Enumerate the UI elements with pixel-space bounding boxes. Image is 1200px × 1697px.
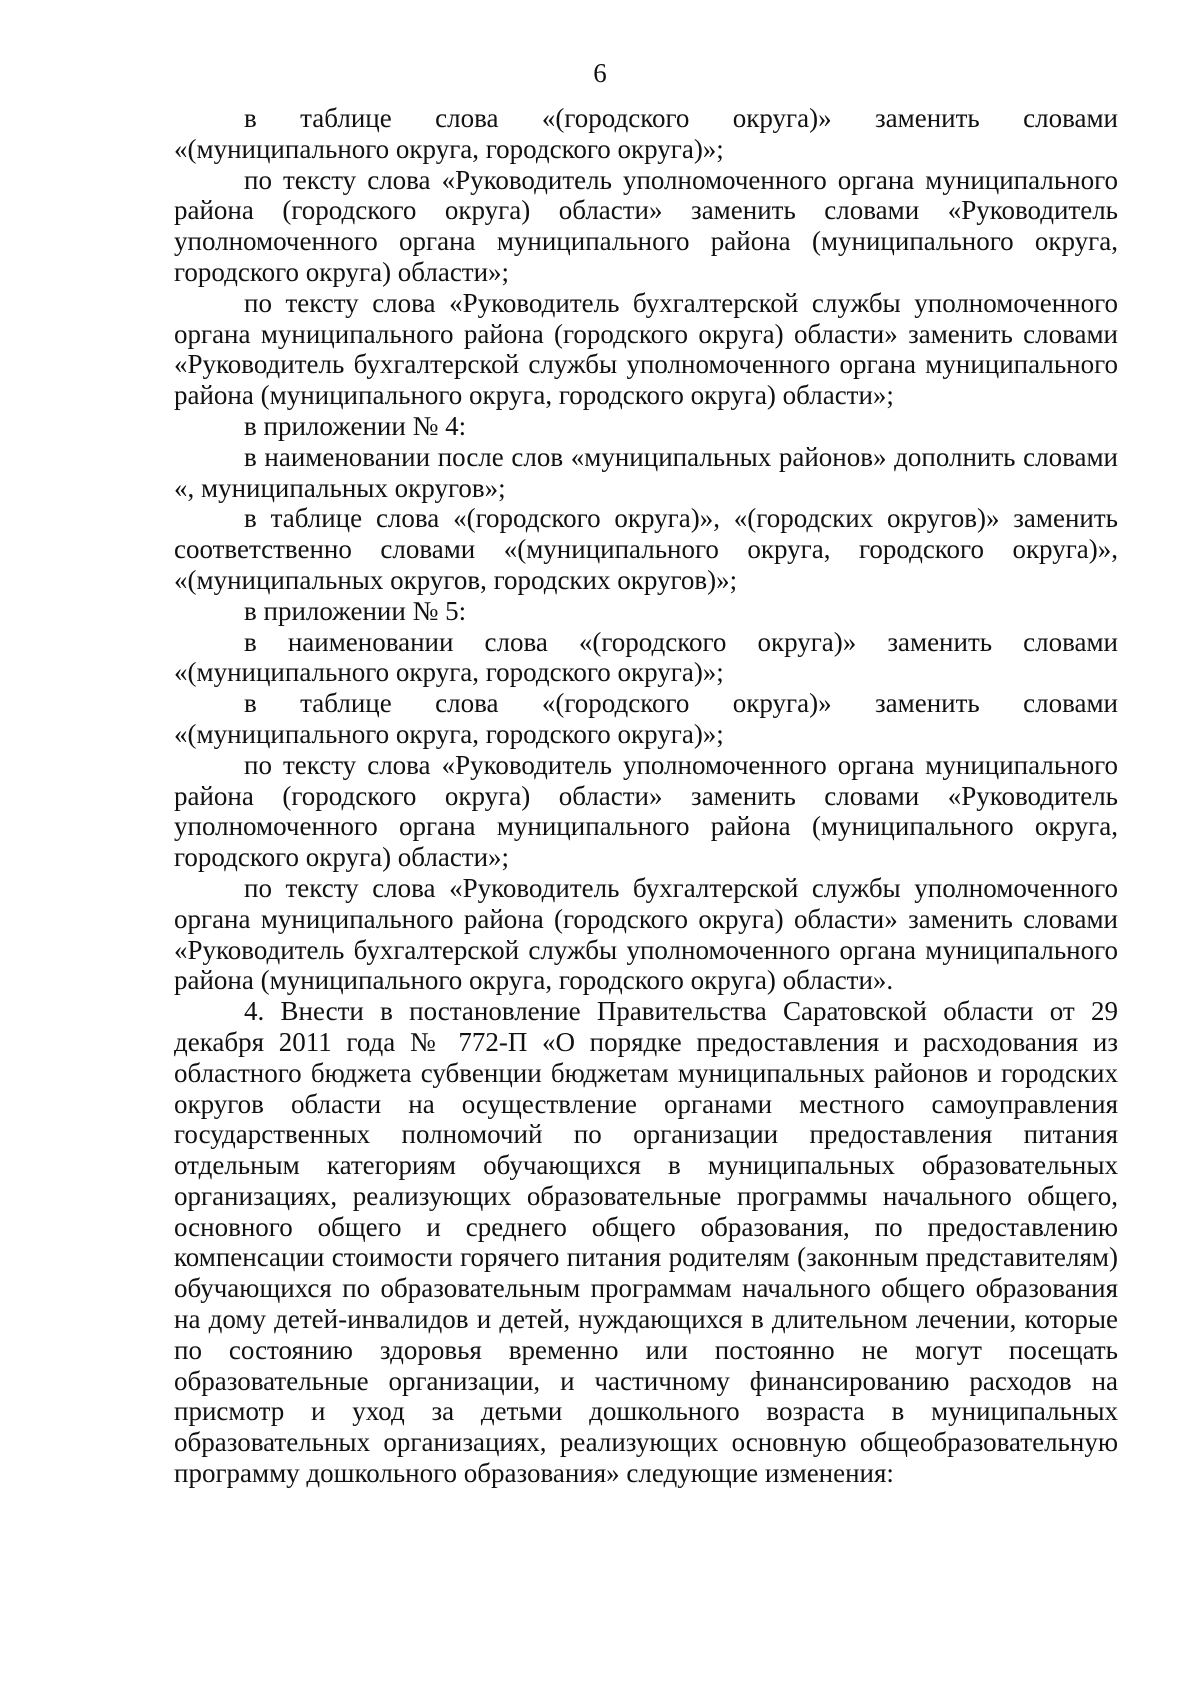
document-body xyxy=(174,103,1118,1489)
paragraph: в таблице слова «(городского округа)» заменить словами «(муниципального округа, городского округа)»; xyxy=(174,103,1118,164)
paragraph: в наименовании после слов «муниципальных районов» дополнить словами «, муниципальных округов»; xyxy=(174,441,1118,503)
paragraph: по тексту слова «Руководитель бухгалтерской службы уполномоченного органа муниципального района (городского округа) области» заменить словами «Руководитель бухгалтерской службы уполномоченного органа муниципального района (муниципального округа, городского округа) области»; xyxy=(174,287,1118,411)
paragraph: по тексту слова «Руководитель уполномоченного органа муниципального района (городского округа) области» заменить словами «Руководитель уполномоченного органа муниципального района (муниципального округа, городского округа) области»; xyxy=(174,749,1118,873)
paragraph: по тексту слова «Руководитель бухгалтерской службы уполномоченного органа муниципального района (городского округа) области» заменить словами «Руководитель бухгалтерской службы уполномоченного органа муниципального района (муниципального округа, городского округа) области». xyxy=(174,872,1118,996)
paragraph: в приложении № 5: xyxy=(244,595,467,626)
paragraph: в таблице слова «(городского округа)», «(городских округов)» заменить соответственно словами «(муниципального округа, городского округа)», «(муниципальных округов, городских округов)»; xyxy=(174,503,1118,595)
page-number: 6 xyxy=(593,58,607,88)
paragraph: 4. Внести в постановление Правительства Саратовской области от 29 декабря 2011 года № 772-П «О порядке предоставления и расходования из областного бюджета субвенции бюджетам муниципальных районов и городских округов области на осуществление органами местного самоуправления государственных полномочий по организации предоставления питания отдельным категориям обучающихся в муниципальных образовательных организациях, реализующих образовательные программы начального общего, основного общего и среднего общего образования, по предоставлению компенсации стоимости горячего питания родителям (законным представителям) обучающихся по образовательным программам начального общего образования на дому детей-инвалидов и детей, нуждающихся в длительном лечении, которые по состоянию здоровья временно или постоянно не могут посещать образовательные организации, и частичному финансированию расходов на присмотр и уход за детьми дошкольного возраста в муниципальных образовательных организациях, реализующих основную общеобразовательную программу дошкольного образования» следующие изменения: xyxy=(174,996,1118,1489)
paragraph: по тексту слова «Руководитель уполномоченного органа муниципального района (городского округа) области» заменить словами «Руководитель уполномоченного органа муниципального района (муниципального округа, городского округа) области»; xyxy=(174,164,1118,287)
paragraph: в таблице слова «(городского округа)» заменить словами «(муниципального округа, городского округа)»; xyxy=(174,688,1118,749)
paragraph: в приложении № 4: xyxy=(244,410,467,441)
paragraph: в наименовании слова «(городского округа)» заменить словами «(муниципального округа, городского округа)»; xyxy=(174,626,1118,688)
